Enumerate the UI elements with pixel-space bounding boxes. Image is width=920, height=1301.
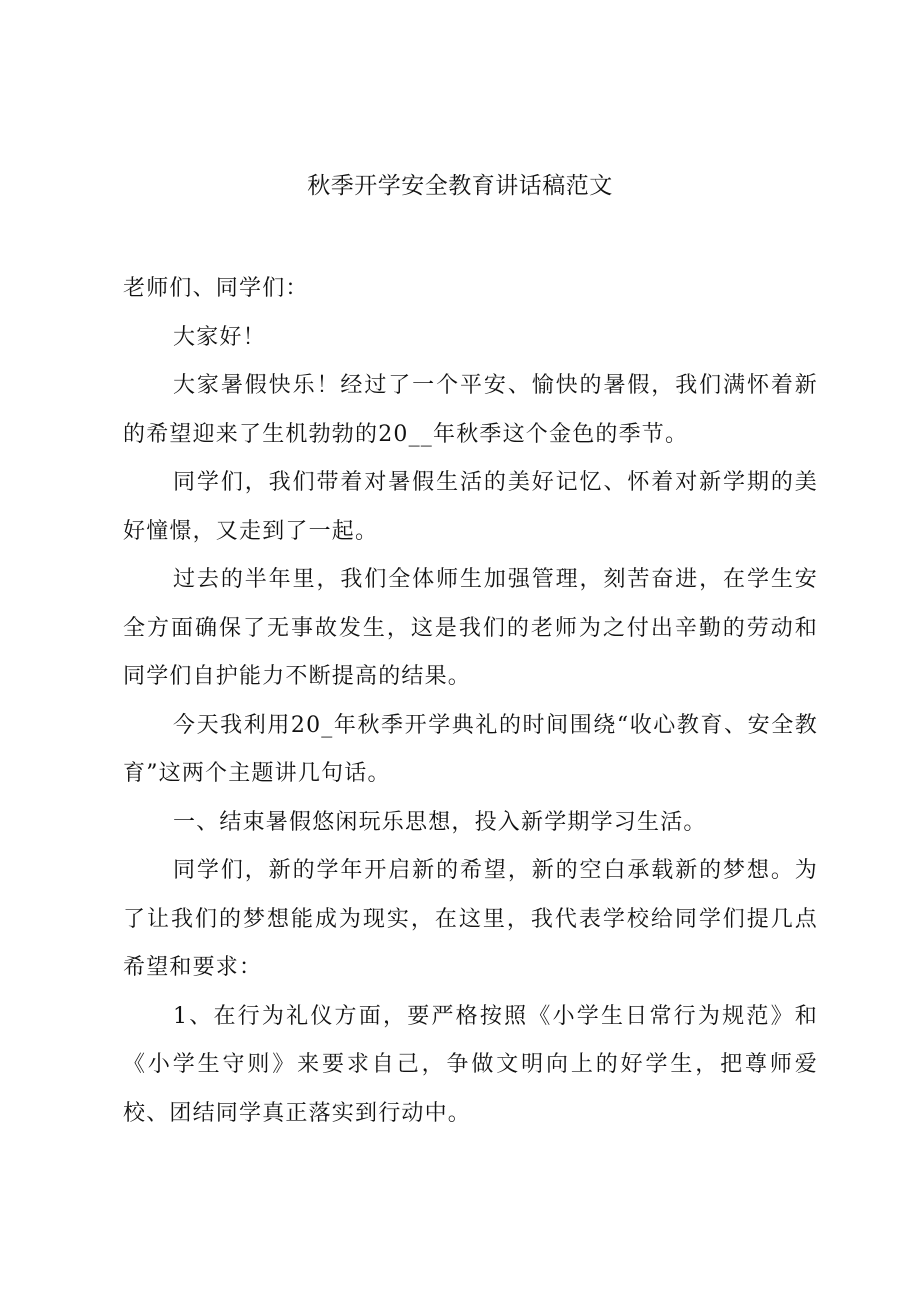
paragraph-greeting: 大家好！ [173,324,266,350]
paragraph: 同学们，新的学年开启新的希望，新的空白承载新的梦想。为了让我们的梦想能成为现实，在这里，我代表学校给同学们提几点希望和要求： [123,858,818,980]
salutation: 老师们、同学们： [123,276,309,301]
paragraph: 大家暑假快乐！经过了一个平安、愉快的暑假，我们满怀着新的希望迎来了生机勃勃的20__年秋季这个金色的季节。 [123,373,818,447]
paragraph: 今天我利用20_年秋季开学典礼的时间围绕“收心教育、安全教育”这两个主题讲几句话。 [123,712,818,786]
section-heading: 一、结束暑假悠闲玩乐思想，投入新学期学习生活。 [173,809,707,835]
document-body [123,265,818,1138]
paragraph: 同学们，我们带着对暑假生活的美好记忆、怀着对新学期的美好憧憬，又走到了一起。 [123,470,818,544]
paragraph: 1、在行为礼仪方面，要严格按照《小学生日常行为规范》和《小学生守则》来要求自己，争做文明向上的好学生，把尊师爱校、团结同学真正落实到行动中。 [123,1003,818,1126]
page-title: 秋季开学安全教育讲话稿范文 [307,173,613,199]
paragraph: 过去的半年里，我们全体师生加强管理，刻苦奋进，在学生安全方面确保了无事故发生，这是我们的老师为之付出辛勤的劳动和同学们自护能力不断提高的结果。 [123,567,818,689]
